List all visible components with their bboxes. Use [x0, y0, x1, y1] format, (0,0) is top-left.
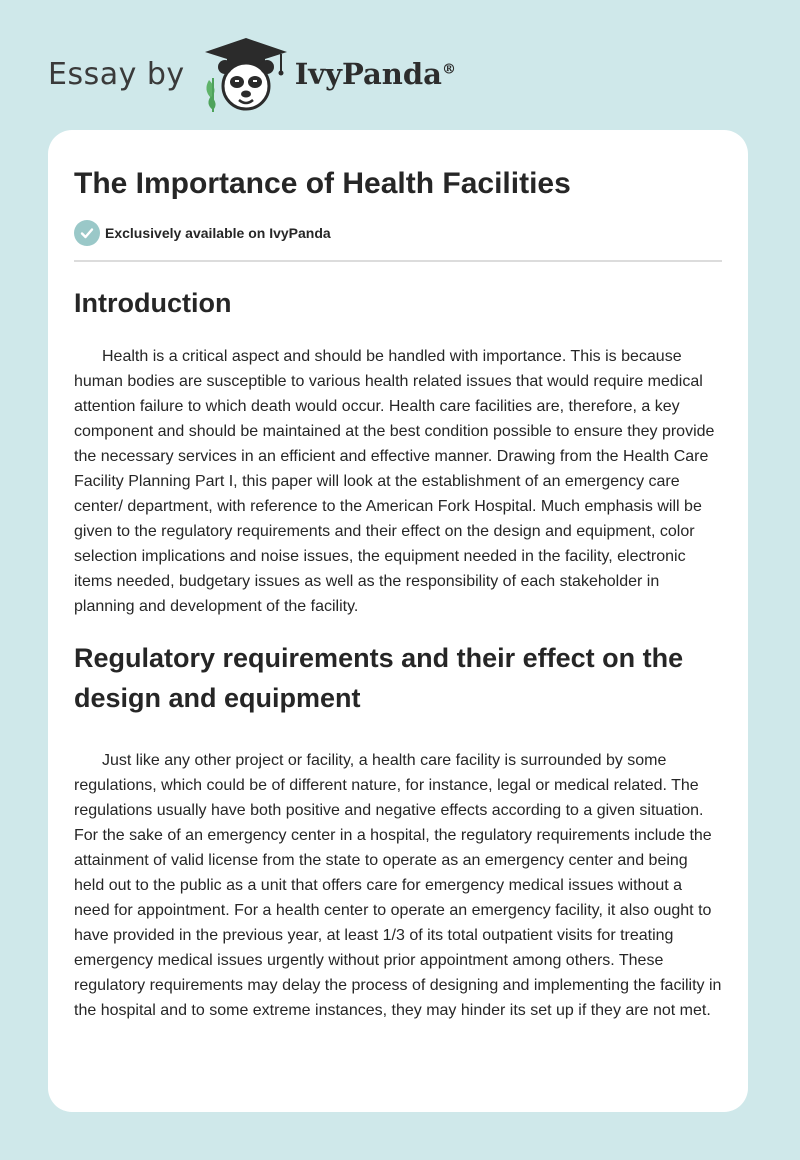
divider	[74, 260, 722, 262]
section-heading-introduction: Introduction	[74, 288, 232, 318]
site-header	[48, 34, 456, 114]
panda-graduate-icon	[201, 34, 291, 114]
exclusive-badge	[74, 220, 722, 246]
exclusive-badge-label: Exclusively available on IvyPanda	[105, 225, 331, 241]
check-icon	[74, 220, 100, 246]
essay-card	[48, 130, 748, 1112]
section-heading-regulatory: Regulatory requirements and their effect on the design and equipment	[74, 643, 684, 713]
section-body-introduction: Health is a critical aspect and should be handled with importance. This is because human bodies are susceptible to various health related issues that would require medical attention failure to which death would occur. Health care facilities are, therefore, a key component and should be maintained at the best condition possible to ensure they provide the necessary services in an efficient and effective manner. Drawing from the Health Care Facility Planning Part I, this paper will look at the establishment of an emergency care center/ department, with reference to the American Fork Hospital. Much emphasis will be given to the regulatory requirements and their effect on the design and equipment, color selection implications and noise issues, the equipment needed in the facility, electronic items needed, budgetary issues as well as the responsibility of each stakeholder in planning and development of the facility.	[74, 348, 715, 615]
essay-title: The Importance of Health Facilities	[74, 167, 571, 200]
ivypanda-logo-text: IvyPanda®	[294, 57, 456, 91]
section-body-regulatory: Just like any other project or facility, a health care facility is surrounded by some regulations, which could be of different nature, for instance, legal or medical related. The regulations usually have both positive and negative effects according to a given situation. For the sake of an emergency center in a hospital, the regulatory requirements include the attainment of valid license from the state to operate as an emergency center and being held out to the public as a unit that offers care for emergency medical issues without a need for appointment. For a health center to operate an emergency facility, it also ought to have provided in the previous year, at least 1/3 of its total outpatient visits for treating emergency medical issues urgently without prior appointment among others. These regulatory requirements may delay the process of designing and implementing the facility in the hospital and to some extreme instances, they may hinder its set up if they are not met.	[74, 752, 722, 1019]
essay-by-label: Essay by	[48, 56, 185, 92]
